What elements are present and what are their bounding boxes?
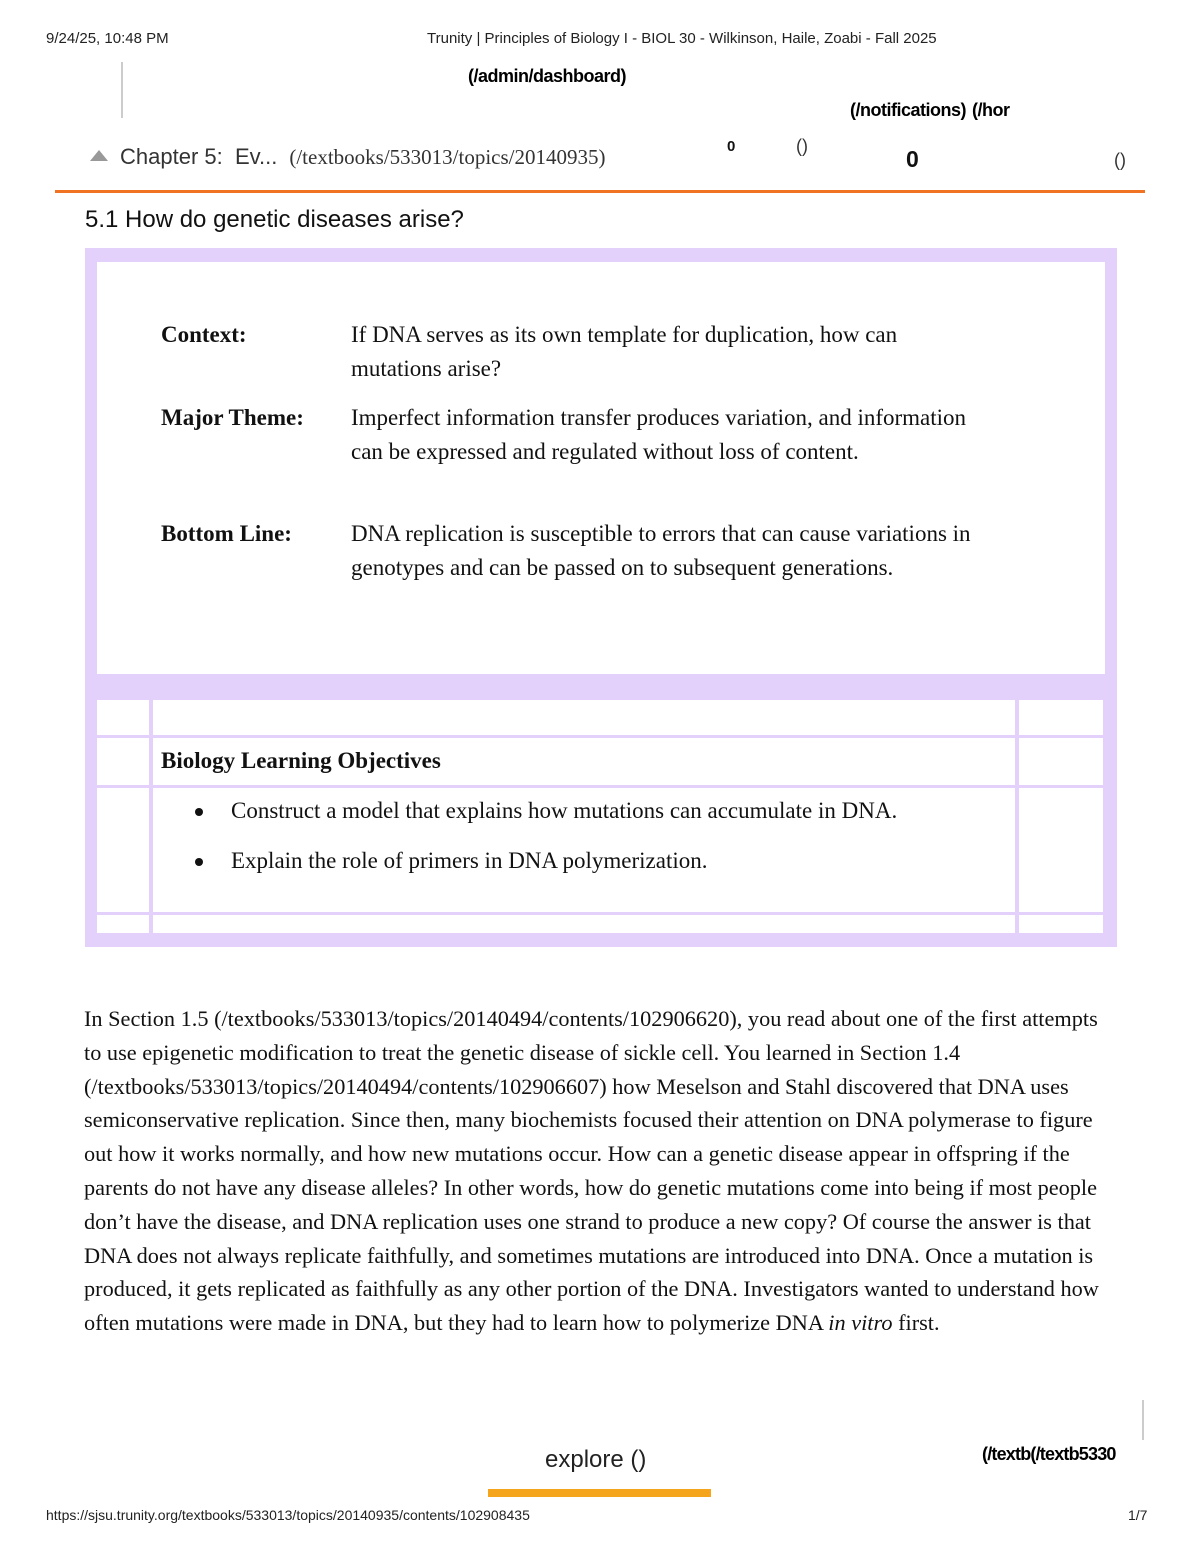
context-box	[85, 248, 1117, 698]
textbook-link[interactable]: (/textb(/textb5330	[982, 1444, 1116, 1464]
table-cell	[153, 915, 1015, 933]
table-cell	[97, 788, 149, 912]
collapse-up-icon[interactable]	[90, 150, 108, 161]
text-run: , you read about one of the first attempts to use epigenetic modification to treat the genetic disease of sickle cell. You learned in Section 1.4	[84, 1006, 1098, 1065]
divider	[1142, 1400, 1144, 1440]
context-label: Context:	[161, 322, 247, 347]
text-run: first.	[892, 1310, 940, 1336]
table-cell	[97, 700, 149, 735]
notifications-link[interactable]: (/notifications)	[850, 100, 966, 120]
list-item: Explain the role of primers in DNA polymerization.	[153, 844, 897, 894]
print-footer-url: https://sjsu.trunity.org/textbooks/533013/topics/20140935/contents/102908435	[46, 1507, 530, 1523]
chapter-nav[interactable]	[90, 144, 606, 170]
chapter-label: Chapter 5:	[120, 144, 223, 169]
list-item: Construct a model that explains how mutations can accumulate in DNA.	[153, 794, 897, 844]
objectives-list	[153, 794, 897, 894]
section-1-5-link[interactable]: (/textbooks/533013/topics/20140494/contents/102906620)	[214, 1006, 737, 1031]
body-paragraph	[84, 1002, 1114, 1340]
objectives-table	[85, 698, 1117, 947]
chapter-url[interactable]: (/textbooks/533013/topics/20140935)	[289, 145, 606, 169]
table-cell	[1019, 738, 1103, 785]
dashboard-link[interactable]: (/admin/dashboard)	[468, 66, 627, 86]
major-theme-text: Imperfect information transfer produces variation, and information can be expressed and regulated without loss of content.	[351, 405, 967, 464]
bottom-line-label: Bottom Line:	[161, 521, 292, 546]
bottom-line-text: DNA replication is susceptible to errors that can cause variations in genotypes and can be passed on to subsequent generations.	[351, 521, 971, 580]
section-1-4-link[interactable]: (/textbooks/533013/topics/20140494/contents/102906607)	[84, 1073, 607, 1099]
table-cell	[1019, 700, 1103, 735]
print-page-title: Trunity | Principles of Biology I - BIOL 30 - Wilkinson, Haile, Zoabi - Fall 2025	[427, 30, 937, 47]
text-run: In Section 1.5	[84, 1006, 215, 1031]
header-rule	[55, 190, 1145, 193]
table-cell	[1019, 788, 1103, 912]
zero-count: 0	[906, 146, 919, 172]
print-page-number: 1/7	[1128, 1507, 1148, 1523]
objectives-title-cell	[153, 738, 1015, 785]
objectives-title: Biology Learning Objectives	[161, 748, 441, 773]
context-text: If DNA serves as its own template for duplication, how can mutations arise?	[351, 322, 898, 381]
table-cell	[1019, 915, 1103, 933]
table-cell	[97, 915, 149, 933]
text-run: how Meselson and Stahl discovered that DNA uses semiconservative replication. Since then, many biochemists focused their attention on DNA polymerase to figure out how it works normally, and how new mutations occur. How can a genetic disease appear in offspring if the parents do not have any disease alleles? In other words, how do genetic mutations come into being if most people don’t have the disease, and DNA replication uses one strand to produce a new copy? Of course the answer is that DNA does not always replicate faithfully, and sometimes mutations are introduced into DNA. Once a mutation is produced, it gets replicated as faithfully as any other portion of the DNA. Investigators wanted to understand how often mutations were made in DNA, but they had to learn how to polymerize DNA	[84, 1073, 1099, 1336]
page-title: 5.1 How do genetic diseases arise?	[85, 206, 464, 233]
table-cell	[97, 738, 149, 785]
explore-tab-indicator	[488, 1489, 711, 1497]
objectives-list-cell	[153, 788, 1015, 912]
badge-count: 0	[727, 138, 736, 155]
chapter-short-title: Ev...	[234, 144, 278, 169]
italic-text: in vitro	[828, 1310, 893, 1336]
home-link-overlap[interactable]: (/hor	[972, 100, 1010, 120]
table-cell	[153, 700, 1015, 735]
nav-button-2[interactable]: ()	[1114, 150, 1126, 170]
print-datetime: 9/24/25, 10:48 PM	[46, 30, 169, 47]
explore-tab[interactable]: explore ()	[545, 1446, 647, 1473]
divider	[121, 62, 123, 118]
nav-button-1[interactable]: ()	[796, 136, 808, 156]
major-theme-label: Major Theme:	[161, 405, 304, 430]
